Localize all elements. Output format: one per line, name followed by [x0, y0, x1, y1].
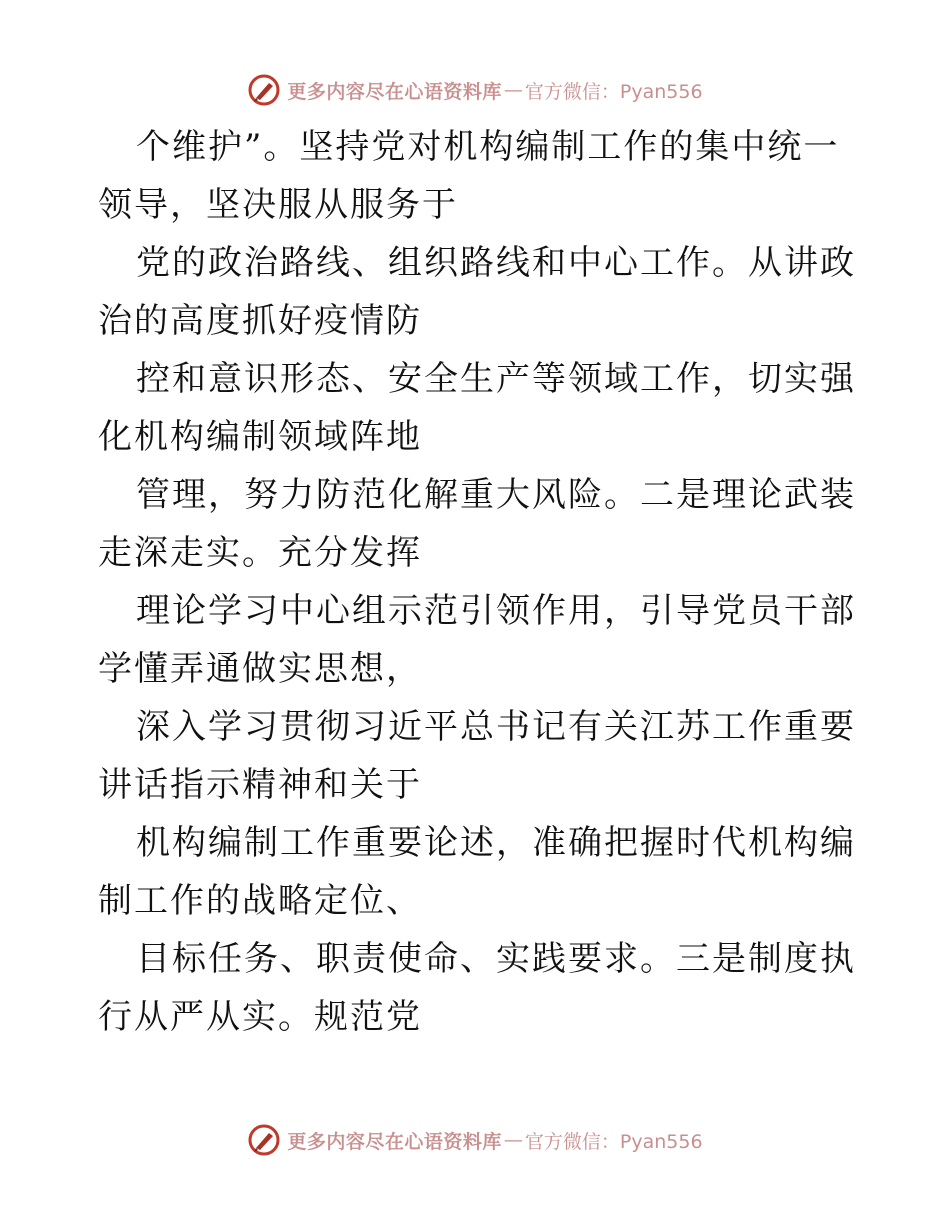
pen-nib-circle-icon: [247, 1123, 281, 1157]
watermark-contact-text: 官方微信：Pyan556: [524, 80, 703, 103]
body-paragraph: 机构编制工作重要论述，准确把握时代机构编制工作的战略定位、: [98, 823, 856, 921]
body-paragraph: 理论学习中心组示范引领作用，引导党员干部学懂弄通做实思想，: [98, 591, 856, 689]
watermark-contact-text: 官方微信：Pyan556: [524, 1130, 703, 1153]
body-paragraph: 目标任务、职责使命、实践要求。三是制度执行从严从实。规范党: [98, 939, 856, 1037]
body-paragraph: 党的政治路线、组织路线和中心工作。从讲政治的高度抓好疫情防: [98, 243, 856, 341]
body-paragraph: 管理，努力防范化解重大风险。二是理论武装走深走实。充分发挥: [98, 475, 856, 573]
footer-watermark: [0, 1120, 950, 1160]
body-paragraph: 深入学习贯彻习近平总书记有关江苏工作重要讲话指示精神和关于: [98, 707, 856, 805]
document-body: [98, 118, 858, 1046]
pen-nib-circle-icon: [247, 73, 281, 107]
watermark-separator: —: [503, 1129, 523, 1151]
watermark-separator: —: [503, 79, 523, 101]
header-watermark: [0, 70, 950, 110]
body-paragraph: 个维护”。坚持党对机构编制工作的集中统一领导，坚决服从服务于: [98, 127, 840, 225]
watermark-main-text: 更多内容尽在心语资料库: [287, 1130, 502, 1153]
body-paragraph: 控和意识形态、安全生产等领域工作，切实强化机构编制领域阵地: [98, 359, 856, 457]
watermark-main-text: 更多内容尽在心语资料库: [287, 80, 502, 103]
